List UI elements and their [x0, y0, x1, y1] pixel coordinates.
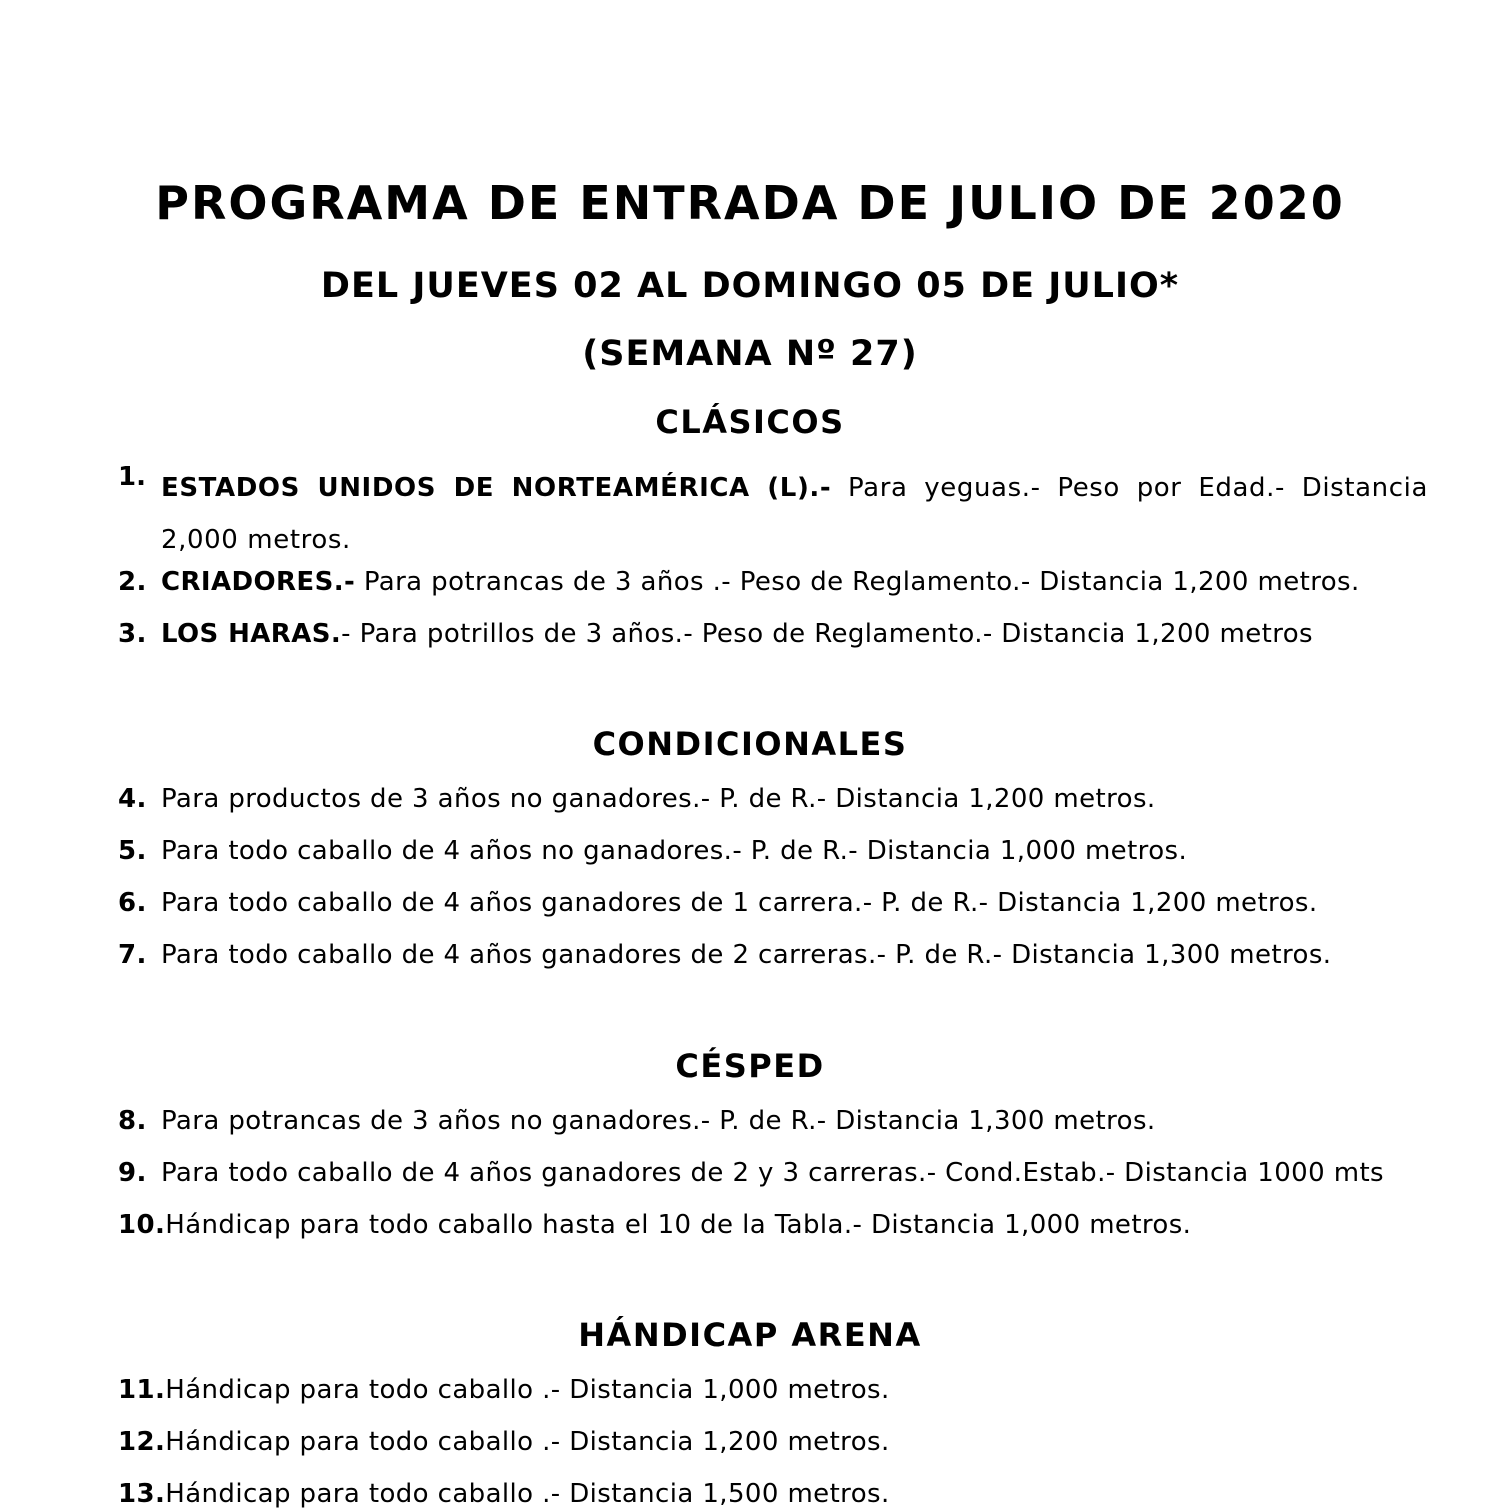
- item-number: 1.: [118, 462, 146, 492]
- item-number: 9.: [118, 1158, 147, 1188]
- list-item: [118, 462, 1428, 566]
- item-number: 4.: [118, 784, 147, 814]
- week-number: (SEMANA Nº 27): [582, 334, 918, 374]
- list-item: [118, 940, 1331, 970]
- list-item: [118, 1210, 1191, 1240]
- item-number: 12.: [118, 1427, 166, 1457]
- race-name: LOS HARAS.: [161, 619, 342, 649]
- list-item: [118, 836, 1187, 866]
- race-conditions: Para todo caballo de 4 años ganadores de 2 carreras.- P. de R.- Distancia 1,300 metros.: [161, 940, 1332, 970]
- race-conditions: Para yeguas.- Peso por Edad.- Distancia: [831, 473, 1428, 503]
- date-range-subtitle: DEL JUEVES 02 AL DOMINGO 05 DE JULIO*: [320, 266, 1180, 306]
- race-conditions-continued: 2,000 metros.: [161, 525, 351, 555]
- list-item: [118, 619, 1313, 649]
- race-conditions: Hándicap para todo caballo .- Distancia 1,000 metros.: [165, 1375, 890, 1405]
- list-item: [118, 888, 1318, 918]
- item-number: 5.: [118, 836, 147, 866]
- item-number: 11.: [118, 1375, 166, 1405]
- race-conditions: Para potrancas de 3 años no ganadores.- P. de R.- Distancia 1,300 metros.: [161, 1106, 1156, 1136]
- list-item: [118, 1375, 890, 1405]
- section-heading-handicap-arena: HÁNDICAP ARENA: [578, 1316, 922, 1354]
- item-number: 3.: [118, 619, 147, 649]
- item-number: 6.: [118, 888, 147, 918]
- item-number: 2.: [118, 567, 147, 597]
- race-conditions: Hándicap para todo caballo hasta el 10 de la Tabla.- Distancia 1,000 metros.: [165, 1210, 1192, 1240]
- item-number: 7.: [118, 940, 147, 970]
- race-conditions: Para todo caballo de 4 años no ganadores.- P. de R.- Distancia 1,000 metros.: [161, 836, 1188, 866]
- list-item: [118, 784, 1156, 814]
- item-number: 10.: [118, 1210, 166, 1240]
- item-number: 13.: [118, 1479, 166, 1509]
- page-title: PROGRAMA DE ENTRADA DE JULIO DE 2020: [155, 176, 1345, 230]
- race-name: CRIADORES.-: [161, 567, 356, 597]
- section-heading-cesped: CÉSPED: [675, 1047, 825, 1085]
- race-conditions: Para todo caballo de 4 años ganadores de 2 y 3 carreras.- Cond.Estab.- Distancia 1000 mts: [161, 1158, 1384, 1188]
- item-number: 8.: [118, 1106, 147, 1136]
- section-heading-condicionales: CONDICIONALES: [592, 725, 908, 763]
- race-conditions: Para productos de 3 años no ganadores.- P. de R.- Distancia 1,200 metros.: [161, 784, 1156, 814]
- list-item: [118, 1158, 1384, 1188]
- race-conditions: Para potrancas de 3 años .- Peso de Reglamento.- Distancia 1,200 metros.: [355, 567, 1360, 597]
- list-item: [118, 1106, 1156, 1136]
- race-conditions: Hándicap para todo caballo .- Distancia 1,200 metros.: [165, 1427, 890, 1457]
- race-conditions: - Para potrillos de 3 años.- Peso de Reglamento.- Distancia 1,200 metros: [341, 619, 1314, 649]
- race-conditions: Para todo caballo de 4 años ganadores de 1 carrera.- P. de R.- Distancia 1,200 metros.: [161, 888, 1318, 918]
- race-name: ESTADOS UNIDOS DE NORTEAMÉRICA (L).-: [161, 473, 832, 503]
- race-conditions: Hándicap para todo caballo .- Distancia 1,500 metros.: [165, 1479, 890, 1509]
- list-item: [118, 1479, 890, 1509]
- list-item: [118, 1427, 890, 1457]
- section-heading-clasicos: CLÁSICOS: [655, 403, 845, 441]
- list-item: [118, 567, 1360, 597]
